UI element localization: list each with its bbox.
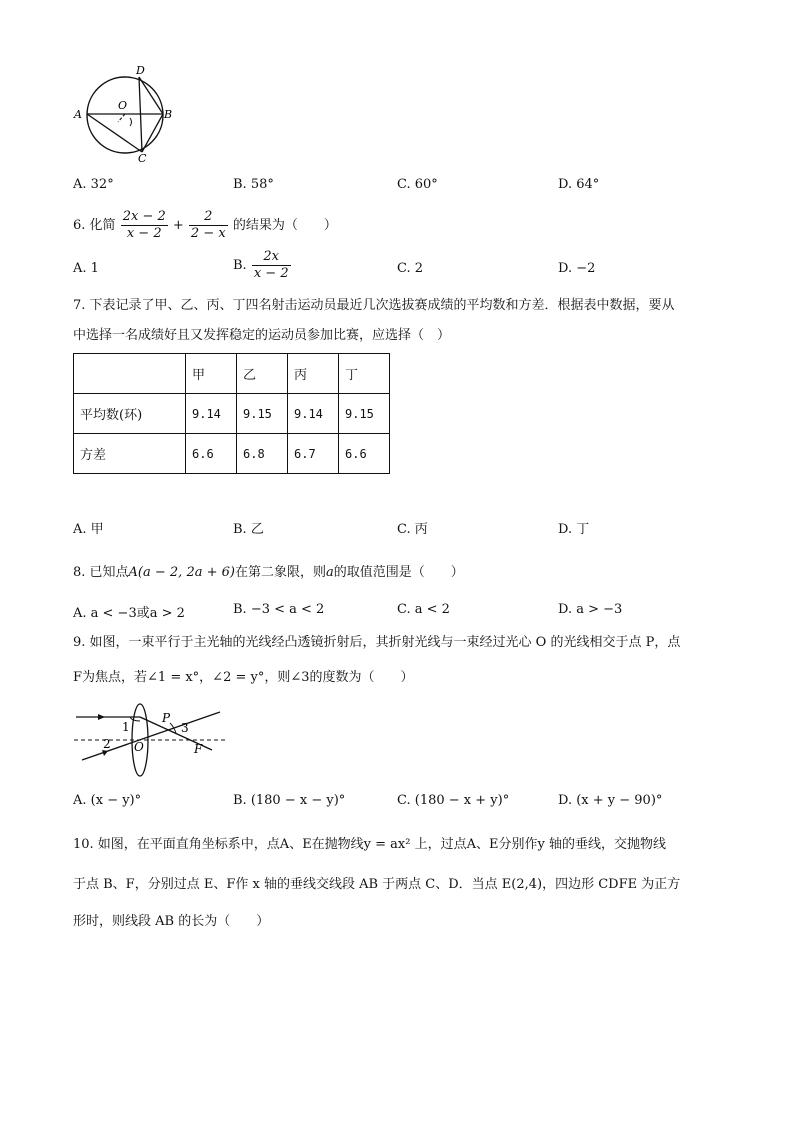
label-angle-2: 2 — [103, 737, 111, 751]
q9-option-b[interactable]: B. (180 − x − y)° — [233, 793, 346, 808]
q5-option-c[interactable]: C. 60° — [397, 177, 438, 192]
q10-line-2: 于点 B、F，分别过点 E、F作 x 轴的垂线交线段 AB 于两点 C、D．当点 E(2,4)，四边形 CDFE 为正方 — [73, 877, 681, 892]
table-header-row — [74, 354, 390, 394]
q6-option-c[interactable]: C. 2 — [397, 261, 424, 276]
table-header-cell: 丙 — [288, 354, 339, 394]
table-cell: 9.15 — [237, 394, 288, 434]
q7-option-c[interactable]: C. 丙 — [397, 522, 428, 537]
label-angle-1: 1 — [122, 720, 130, 734]
q6-option-b[interactable]: B. $\frac{2x}{x - 2}$ — [233, 249, 289, 281]
table-cell: 9.14 — [288, 394, 339, 434]
table-row-label: 平均数(环) — [74, 394, 186, 434]
q6-suffix: 的结果为（ ） — [232, 218, 337, 233]
q8-point: A(a − 2, 2a + 6) — [128, 565, 235, 580]
q9-line-2: F为焦点，若∠1 = x°，∠2 = y°，则∠3的度数为（ ） — [73, 670, 414, 685]
q7-option-d[interactable]: D. 丁 — [558, 522, 590, 537]
q5-option-b[interactable]: B. 58° — [233, 177, 274, 192]
table-row — [74, 434, 390, 474]
table-cell: 6.7 — [288, 434, 339, 474]
table-cell: 9.14 — [186, 394, 237, 434]
q8-option-b[interactable]: B. −3 < a < 2 — [233, 602, 325, 617]
circle-figure — [70, 62, 180, 164]
label-O: O — [118, 99, 128, 112]
q8-option-d[interactable]: D. a > −3 — [558, 602, 623, 617]
q6-plus: + — [172, 218, 184, 233]
q9-line-1: 9. 如图，一束平行于主光轴的光线经凸透镜折射后，其折射光线与一束经过光心 O 的光线相交于点 P，点 — [73, 635, 681, 650]
q8-stem: 8. 已知点A(a − 2, 2a + 6)在第二象限，则a的取值范围是（ ） — [73, 565, 464, 580]
q6-fraction-1: $\frac{2x - 2}{x - 2}$ — [122, 209, 166, 241]
label-F: F — [194, 742, 203, 756]
label-angle-3: 3 — [181, 721, 189, 735]
q9-option-d[interactable]: D. (x + y − 90)° — [558, 793, 663, 808]
label-O: O — [134, 740, 144, 754]
q5-option-d[interactable]: D. 64° — [558, 177, 600, 192]
scores-table — [73, 353, 390, 474]
q10-line-3: 形时，则线段 AB 的长为（ ） — [73, 914, 270, 929]
table-header-cell — [74, 354, 186, 394]
q6-prefix: 化简 — [89, 218, 116, 233]
q6-stem — [73, 208, 337, 244]
q7-line-2: 中选择一名成绩好且又发挥稳定的运动员参加比赛，应选择（ ） — [73, 328, 451, 343]
table-row — [74, 394, 390, 434]
table-header-cell: 乙 — [237, 354, 288, 394]
q6-option-a[interactable]: A. 1 — [73, 261, 99, 276]
label-D: D — [136, 64, 145, 77]
q6-option-d[interactable]: D. −2 — [558, 261, 596, 276]
q7-option-a[interactable]: A. 甲 — [73, 522, 104, 537]
q6-option-b-fraction: $\frac{2x}{x - 2}$ — [253, 249, 289, 281]
table-cell: 9.15 — [339, 394, 390, 434]
label-B: B — [164, 108, 173, 121]
table-row-label: 方差 — [74, 434, 186, 474]
label-A: A — [74, 108, 82, 121]
table-header-cell: 丁 — [339, 354, 390, 394]
label-P: P — [162, 711, 171, 725]
q5-option-a[interactable]: A. 32° — [73, 177, 114, 192]
q6-number: 6. — [73, 218, 86, 233]
table-cell: 6.6 — [186, 434, 237, 474]
table-header-cell: 甲 — [186, 354, 237, 394]
table-cell: 6.6 — [339, 434, 390, 474]
q8-option-c[interactable]: C. a < 2 — [397, 602, 450, 617]
q9-option-a[interactable]: A. (x − y)° — [73, 793, 142, 808]
q8-option-a[interactable]: A. a < −3或a > 2 — [73, 606, 185, 621]
q7-option-b[interactable]: B. 乙 — [233, 522, 264, 537]
label-C: C — [138, 152, 147, 164]
q10-line-1: 10. 如图，在平面直角坐标系中，点A、E在抛物线y = ax² 上，过点A、E分别作y 轴的垂线，交抛物线 — [73, 837, 666, 852]
q9-option-c[interactable]: C. (180 − x + y)° — [397, 793, 510, 808]
q7-line-1: 7. 下表记录了甲、乙、丙、丁四名射击运动员最近几次选拔赛成绩的平均数和方差．根据表中数据，要从 — [73, 298, 675, 313]
q6-fraction-2: $\frac{2}{2 - x}$ — [190, 209, 226, 241]
lens-figure — [72, 700, 232, 778]
table-cell: 6.8 — [237, 434, 288, 474]
